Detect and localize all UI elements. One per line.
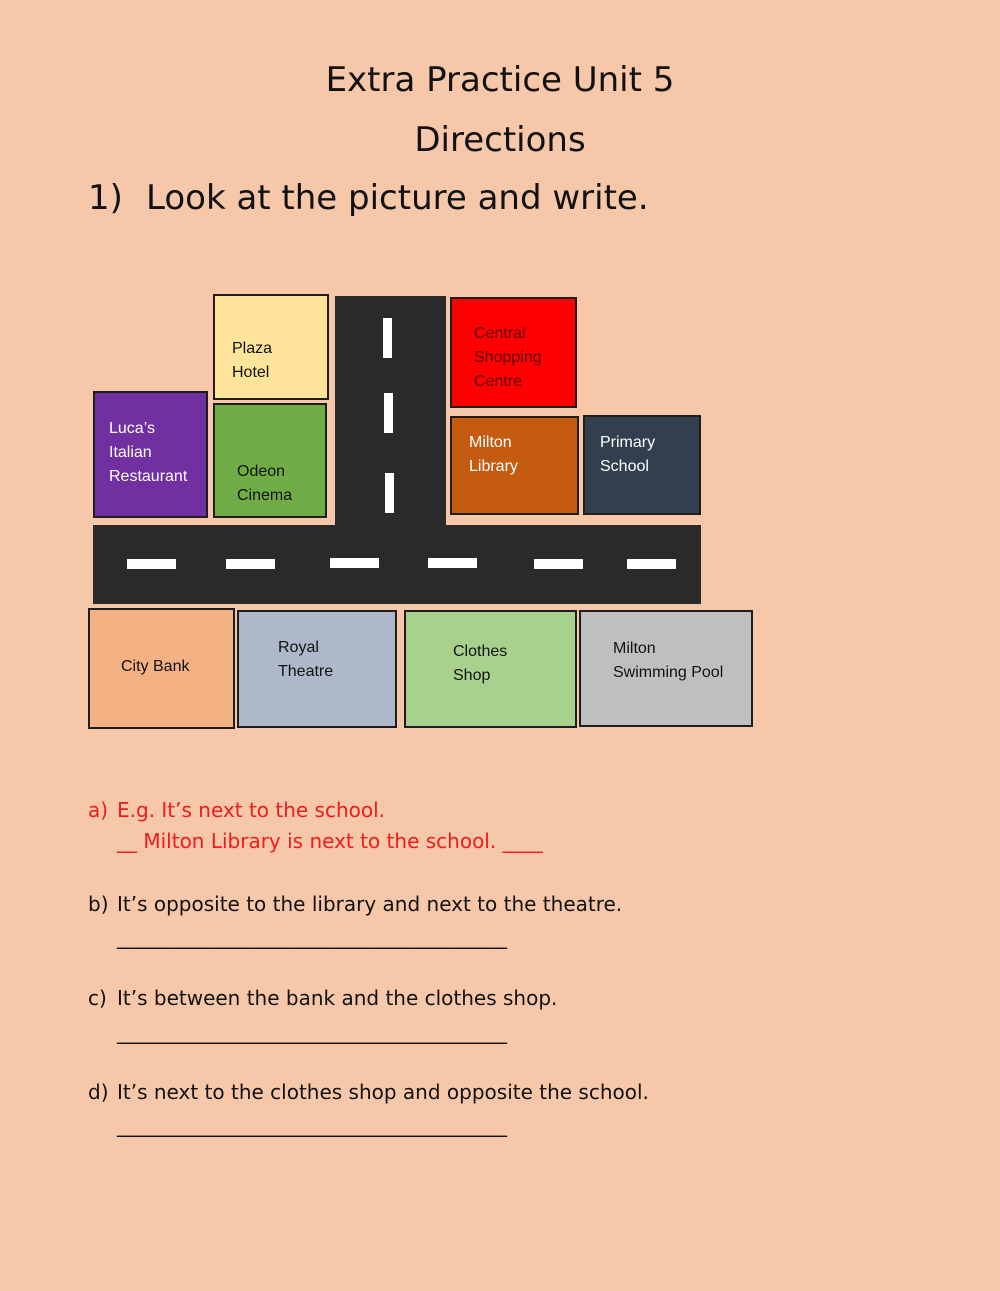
odeon-cinema-label: Odeon Cinema <box>237 463 293 504</box>
question-c-letter: c) <box>88 986 107 1010</box>
road-marking <box>127 559 176 569</box>
answer-line-d[interactable]: _______________________________________ <box>117 1113 507 1137</box>
clothes-shop <box>404 610 577 728</box>
royal-theatre <box>237 610 397 728</box>
question-a-text: E.g. It’s next to the school. <box>117 798 386 822</box>
milton-library-label: Milton Library <box>469 434 518 475</box>
instruction <box>88 178 649 218</box>
question-b <box>88 892 622 916</box>
odeon-cinema <box>213 403 327 518</box>
question-c-text: It’s between the bank and the clothes shop. <box>117 986 558 1010</box>
road-marking <box>627 559 676 569</box>
instruction-text: Look at the picture and write. <box>146 178 649 218</box>
city-bank <box>88 608 235 729</box>
answer-a: __ Milton Library is next to the school. ____ <box>117 829 543 853</box>
road-marking <box>226 559 275 569</box>
plaza-hotel-label: Plaza Hotel <box>232 340 273 381</box>
primary-school <box>583 415 701 515</box>
city-bank-label: City Bank <box>121 658 190 675</box>
milton-swimming-pool-label: Milton Swimming Pool <box>613 640 724 681</box>
question-c <box>88 986 557 1010</box>
road-marking <box>534 559 583 569</box>
milton-swimming-pool <box>579 610 753 727</box>
page-subtitle: Directions <box>414 120 586 160</box>
horizontal-road <box>93 525 701 604</box>
question-a <box>88 798 385 822</box>
central-shopping-centre-label: Central Shopping Centre <box>474 325 542 390</box>
lucas-italian-restaurant <box>93 391 208 518</box>
clothes-shop-label: Clothes Shop <box>453 643 508 684</box>
road-marking <box>385 473 394 513</box>
question-d-text: It’s next to the clothes shop and opposite the school. <box>117 1080 649 1104</box>
question-a-letter: a) <box>88 798 109 822</box>
question-d-letter: d) <box>88 1080 109 1104</box>
question-b-letter: b) <box>88 892 109 916</box>
question-d <box>88 1080 649 1104</box>
central-shopping-centre <box>450 297 577 408</box>
answer-line-c[interactable]: _______________________________________ <box>117 1020 507 1044</box>
plaza-hotel <box>213 294 329 400</box>
question-b-text: It’s opposite to the library and next to the theatre. <box>117 892 623 916</box>
answer-line-b[interactable]: _______________________________________ <box>117 925 507 949</box>
road-marking <box>383 318 392 358</box>
primary-school-label: Primary School <box>600 434 656 475</box>
page-title: Extra Practice Unit 5 <box>325 60 675 100</box>
road-marking <box>330 558 379 568</box>
road-marking <box>428 558 477 568</box>
road-marking <box>384 393 393 433</box>
lucas-italian-restaurant-label: Luca’s Italian Restaurant <box>109 420 188 485</box>
milton-library <box>450 416 579 515</box>
instruction-number: 1) <box>88 178 123 218</box>
royal-theatre-label: Royal Theatre <box>278 639 334 680</box>
